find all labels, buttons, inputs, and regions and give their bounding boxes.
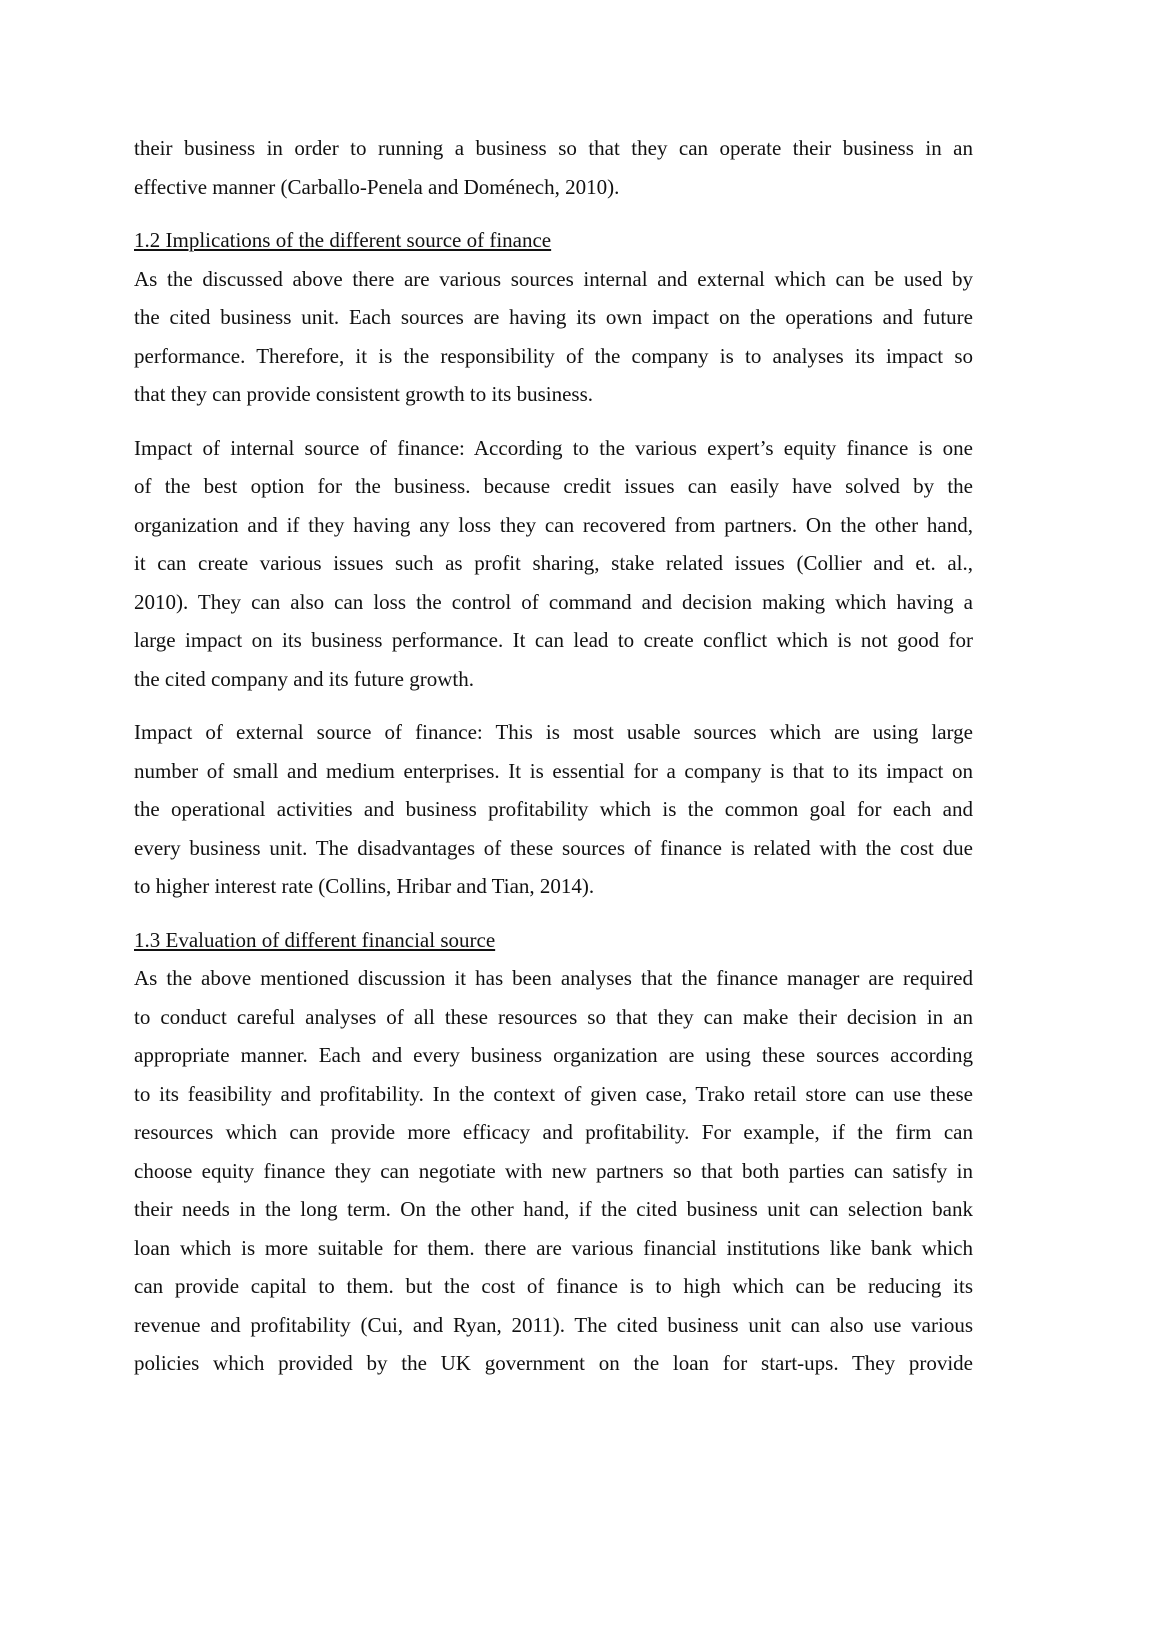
text-line: choose equity finance they can negotiate with new partners so that both parties can satisfy in [134, 1158, 973, 1183]
paragraph [134, 961, 973, 1385]
text-line: resources which can provide more efficacy and profitability. For example, if the firm can [134, 1120, 973, 1144]
text-line: their business in order to running a business so that they can operate their business in an [134, 136, 973, 160]
text-line: can provide capital to them. but the cost of finance is to high which can be reducing its [134, 1274, 973, 1298]
text-line: As the discussed above there are various sources internal and external which can be used by [134, 266, 973, 291]
text-line: revenue and profitability (Cui, and Ryan, 2011). The cited business unit can also use various [134, 1312, 973, 1337]
document-page [134, 131, 973, 1400]
text-line: Impact of internal source of finance: According to the various expert’s equity finance is one [134, 435, 973, 460]
section-heading: 1.3 Evaluation of different financial source [134, 927, 496, 952]
text-line: that they can provide consistent growth to its business. [134, 382, 594, 406]
text-line: it can create various issues such as profit sharing, stake related issues (Collier and et. al., [134, 551, 973, 575]
text-line: large impact on its business performance. It can lead to create conflict which is not good for [134, 628, 973, 652]
text-line: the operational activities and business profitability which is the common goal for each and [134, 797, 973, 821]
paragraph [134, 431, 973, 701]
text-line: of the best option for the business. because credit issues can easily have solved by the [134, 474, 973, 498]
text-line: every business unit. The disadvantages of these sources of finance is related with the cost due [134, 835, 973, 860]
text-line: performance. Therefore, it is the responsibility of the company is to analyses its impact so [134, 343, 973, 368]
paragraph [134, 715, 973, 908]
text-line: to its feasibility and profitability. In the context of given case, Trako retail store can use these [134, 1081, 973, 1106]
paragraph [134, 262, 973, 416]
text-line: the cited company and its future growth. [134, 666, 474, 691]
text-line: organization and if they having any loss they can recovered from partners. On the other hand, [134, 512, 973, 537]
text-line: policies which provided by the UK government on the loan for start-ups. They provide [134, 1351, 973, 1375]
text-line: appropriate manner. Each and every business organization are using these sources according [134, 1043, 973, 1067]
text-line: As the above mentioned discussion it has been analyses that the finance manager are required [134, 966, 973, 990]
text-line: their needs in the long term. On the other hand, if the cited business unit can selection bank [134, 1197, 973, 1221]
text-line: to conduct careful analyses of all these resources so that they can make their decision in an [134, 1004, 973, 1029]
text-line: effective manner (Carballo-Penela and Doménech, 2010). [134, 174, 620, 199]
text-line: the cited business unit. Each sources are having its own impact on the operations and future [134, 305, 973, 329]
text-line: 2010). They can also can loss the control of command and decision making which having a [134, 589, 973, 614]
text-line: loan which is more suitable for them. there are various financial institutions like bank which [134, 1235, 973, 1260]
section-heading: 1.2 Implications of the different source of finance [134, 228, 552, 252]
text-line: Impact of external source of finance: This is most usable sources which are using large [134, 720, 973, 744]
text-line: number of small and medium enterprises. It is essential for a company is that to its impact on [134, 758, 973, 783]
paragraph [134, 131, 973, 208]
text-line: to higher interest rate (Collins, Hribar and Tian, 2014). [134, 874, 595, 898]
